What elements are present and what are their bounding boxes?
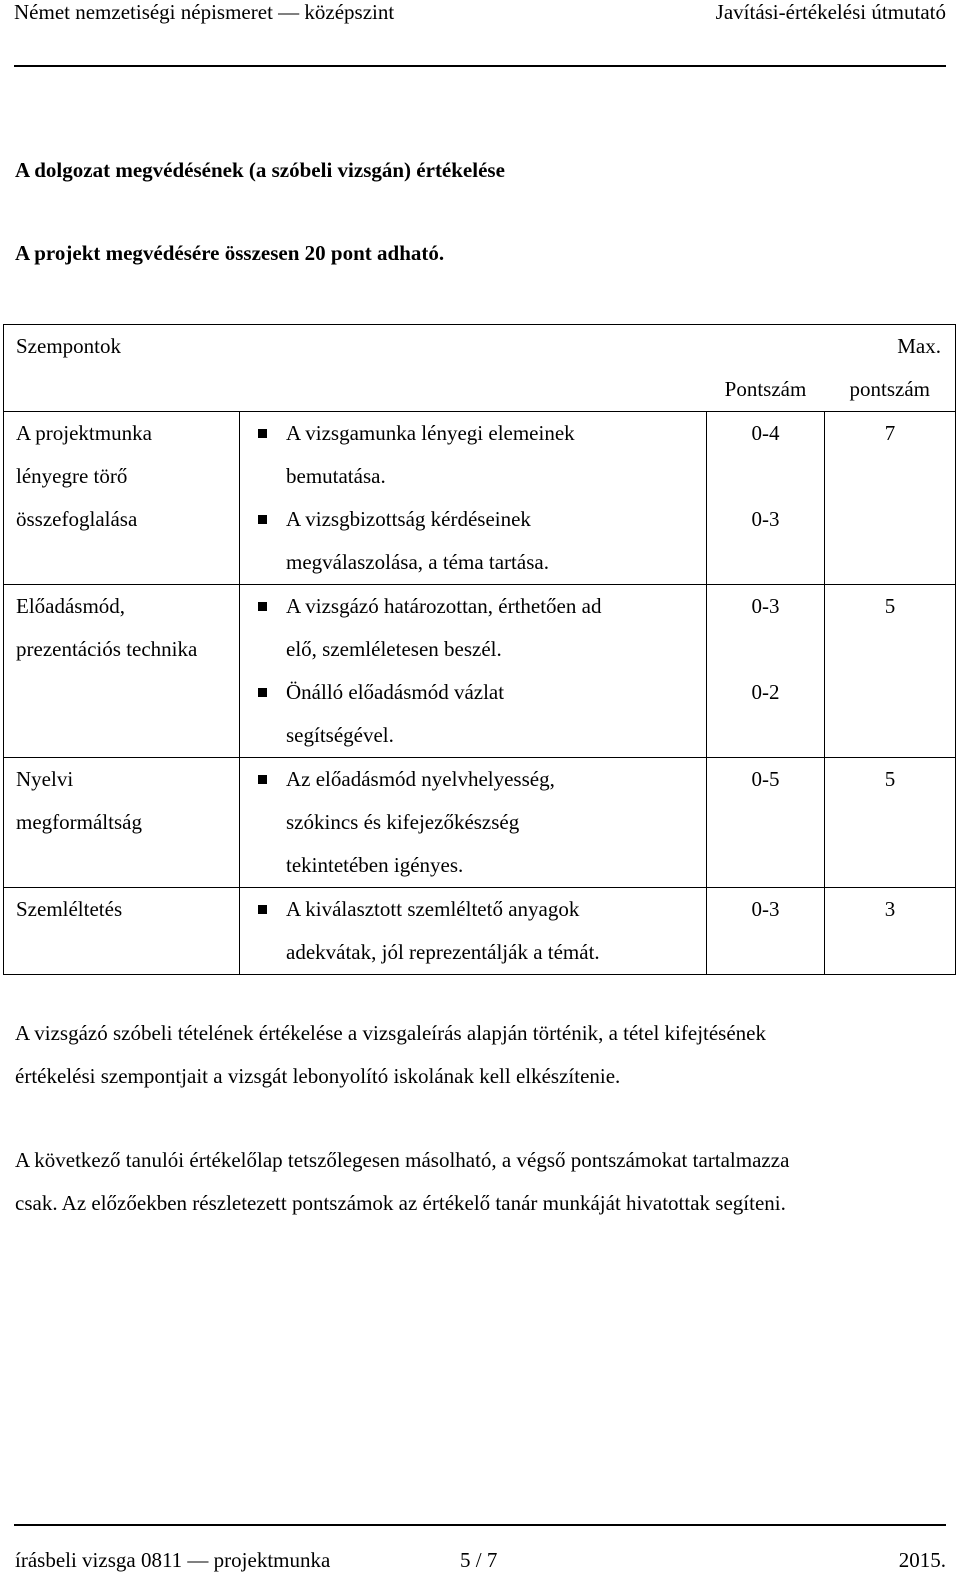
table-row [4,758,956,888]
points-value: 0-3 [751,897,780,921]
table-row [4,585,956,758]
footer-year: 2015. [898,1548,946,1572]
list-item [286,498,706,584]
points-cell [707,585,825,758]
header-criteria-label: Szempontok [16,334,121,358]
item-line: A vizsgamunka lényegi elemeinek [286,421,575,445]
item-line: Önálló előadásmód vázlat [286,680,505,704]
list-item [286,671,706,757]
items-cell [240,758,707,888]
item-line: elő, szemléletesen beszél. [286,637,502,661]
list-item [286,758,706,887]
points-value: 0-3 [751,594,780,618]
footer-rule [14,1524,946,1526]
criterion-line: összefoglalása [16,507,138,531]
item-line: A vizsgázó határozottan, érthetően ad [286,594,602,618]
header-criteria [4,325,240,412]
items-cell [240,585,707,758]
header-max-line1: Max. [897,334,941,358]
header-max-line2: pontszám [849,377,930,401]
header-points-label: Pontszám [724,377,807,401]
evaluation-paragraph [15,1012,945,1098]
points-value: 0-5 [751,767,780,791]
section-subtitle: A projekt megvédésére összesen 20 pont adható. [15,241,445,265]
square-bullet-icon [258,429,267,438]
items-cell [240,888,707,975]
header-left-text: Német nemzetiségi népismeret — középszint [14,0,395,24]
points-value: 0-2 [751,680,780,704]
paragraph-line: értékelési szempontjait a vizsgát lebonyolító iskolának kell elkészítenie. [15,1064,621,1088]
criterion-line: Előadásmód, [16,594,126,618]
items-cell [240,412,707,585]
square-bullet-icon [258,688,267,697]
section-title: A dolgozat megvédésének (a szóbeli vizsgán) értékelése [15,158,505,182]
page-header [14,0,946,29]
max-value: 5 [884,594,896,618]
square-bullet-icon [258,602,267,611]
header-max [825,325,956,412]
list-item [286,585,706,671]
max-value: 7 [884,421,896,445]
paragraph-line: A következő tanulói értékelőlap tetszőlegesen másolható, a végső pontszámokat tartalmazza [15,1148,790,1172]
table-header-row [4,325,956,412]
item-line: bemutatása. [286,464,386,488]
criteria-table [3,324,956,975]
item-line: segítségével. [286,723,394,747]
item-line: A kiválasztott szemléltető anyagok [286,897,580,921]
page-footer [15,1548,946,1578]
max-cell [825,888,956,975]
header-points [707,325,825,412]
square-bullet-icon [258,905,267,914]
criterion-line: megformáltság [16,810,142,834]
criterion-line: Szemléltetés [16,897,123,921]
list-item [286,412,706,498]
points-value: 0-3 [751,507,780,531]
item-line: szókincs és kifejezőkészség [286,810,520,834]
header-right-text: Javítási-értékelési útmutató [715,0,946,24]
points-cell [707,412,825,585]
paragraph-line: A vizsgázó szóbeli tételének értékelése a vizsgaleírás alapján történik, a tétel kifejtésének [15,1021,766,1045]
header-empty [240,325,707,412]
item-line: A vizsgbizottság kérdéseinek [286,507,531,531]
criterion-line: A projektmunka [16,421,152,445]
max-cell [825,758,956,888]
list-item [286,888,706,974]
criterion-cell [4,585,240,758]
page-number: 5 / 7 [460,1548,498,1572]
criterion-line: Nyelvi [16,767,74,791]
max-value: 3 [884,897,896,921]
footer-exam-label: írásbeli vizsga 0811 — projektmunka [15,1548,331,1572]
note-paragraph [15,1139,945,1225]
criterion-cell [4,758,240,888]
max-cell [825,585,956,758]
item-line: adekvátak, jól reprezentálják a témát. [286,940,600,964]
points-cell [707,758,825,888]
criterion-cell [4,412,240,585]
item-line: Az előadásmód nyelvhelyesség, [286,767,555,791]
table-row [4,412,956,585]
max-value: 5 [884,767,896,791]
item-line: megválaszolása, a téma tartása. [286,550,549,574]
max-cell [825,412,956,585]
points-value: 0-4 [751,421,780,445]
criterion-cell [4,888,240,975]
square-bullet-icon [258,515,267,524]
criterion-line: lényegre törő [16,464,128,488]
table-row [4,888,956,975]
paragraph-line: csak. Az előzőekben részletezett pontszámok az értékelő tanár munkáját hivatottak segíteni. [15,1191,786,1215]
criterion-line: prezentációs technika [16,637,198,661]
square-bullet-icon [258,775,267,784]
points-cell [707,888,825,975]
item-line: tekintetében igényes. [286,853,464,877]
header-rule [14,65,946,67]
